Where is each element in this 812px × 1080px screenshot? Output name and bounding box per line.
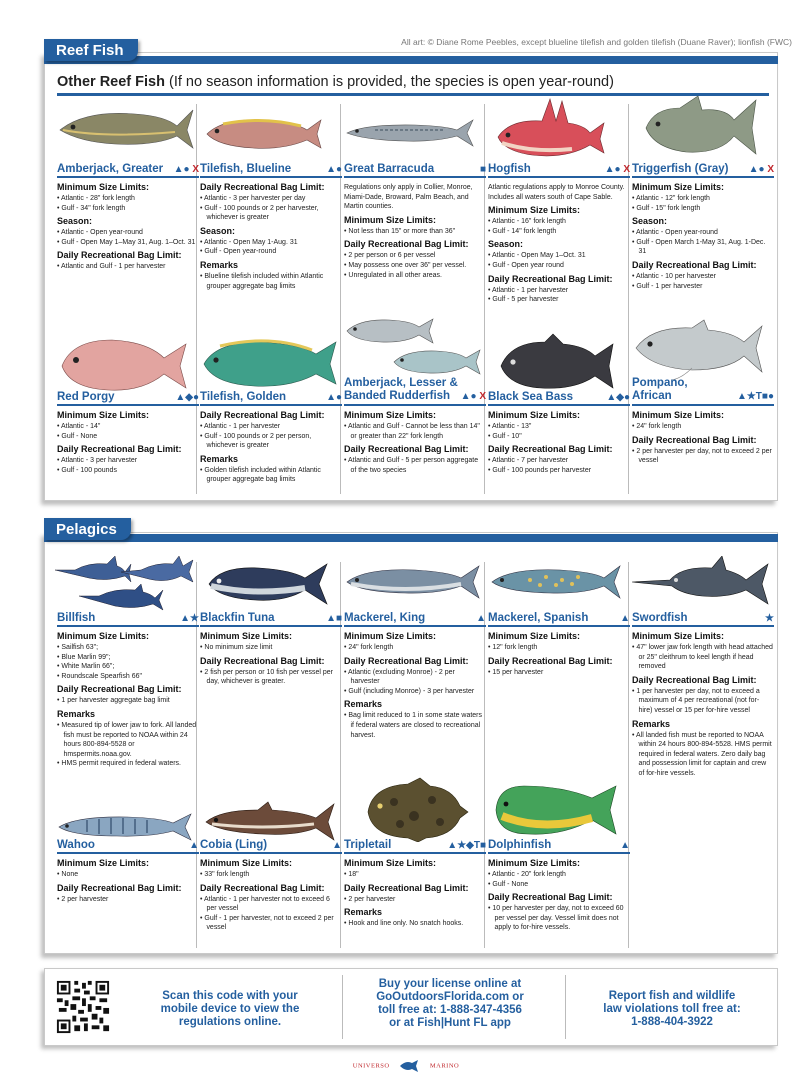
bag-limit-heading: Daily Recreational Bag Limit: <box>57 684 182 695</box>
banded-rudderfish-image <box>392 346 482 378</box>
bag-limit-heading: Daily Recreational Bag Limit: <box>57 250 182 261</box>
min-size-list <box>632 421 774 431</box>
bag-limit-heading: Daily Recreational Bag Limit: <box>344 239 469 250</box>
entry-body <box>344 631 486 739</box>
entry-title <box>344 838 486 854</box>
bag-limit-heading: Daily Recreational Bag Limit: <box>57 444 182 455</box>
regulation-symbols: ▲● <box>326 392 342 403</box>
list-item: • Not less than 15" or more than 36" <box>344 226 485 236</box>
list-item: • Atlantic - Open year-round <box>57 227 198 237</box>
regulation-symbols <box>174 164 199 175</box>
remarks-list <box>200 465 342 484</box>
min-size-list <box>57 193 199 212</box>
bag-limit-list <box>632 686 774 715</box>
min-size-list <box>344 421 486 440</box>
closed-x-symbol: X <box>479 391 486 402</box>
logo-left-text: UNIVERSO <box>352 1062 390 1070</box>
entry-body <box>57 182 199 271</box>
regulation-symbols: ▲★◆T■ <box>447 840 486 851</box>
list-item: • 47" lower jaw fork length with head attached or 25" cleithrum to keel length if head removed <box>632 642 773 671</box>
min-size-list <box>344 869 486 879</box>
list-item: • Blueline tilefish included within Atlantic grouper aggregate bag limits <box>200 271 341 290</box>
symbol-group: ▲● <box>604 164 621 175</box>
entry-title <box>57 390 199 406</box>
bag-limit-heading: Daily Recreational Bag Limit: <box>632 674 757 685</box>
bag-limit-heading: Daily Recreational Bag Limit: <box>344 655 469 666</box>
list-item: • Measured tip of lower jaw to fork. All landed fish must be reported to NOAA within 24 hours 800-894-5528 or hmspermits.noaa.gov. <box>57 720 198 758</box>
regulation-symbols: ▲◆● <box>175 392 199 403</box>
swordfish-image <box>632 556 772 612</box>
entry-title <box>57 162 199 178</box>
bag-limit-list <box>488 903 630 932</box>
species-name: Red Porgy <box>57 391 115 403</box>
entry-body <box>488 858 630 932</box>
entry-body <box>200 858 342 932</box>
bag-limit-heading: Daily Recreational Bag Limit: <box>632 259 757 270</box>
closed-x-symbol: X <box>767 164 774 175</box>
remarks-list <box>200 271 342 290</box>
min-size-list <box>57 642 199 680</box>
cobia-image <box>202 796 336 842</box>
entry-body <box>632 410 774 465</box>
list-item: • 2 per harvester <box>57 894 198 904</box>
entry-title <box>57 611 199 627</box>
list-item: • Atlantic - 13" <box>488 421 629 431</box>
min-size-heading: Minimum Size Limits: <box>344 214 437 225</box>
bag-limit-list <box>488 455 630 474</box>
list-item: • Gulf - Open May 1–May 31, Aug. 1–Oct. 31 <box>57 237 198 247</box>
list-item: • Gulf - 100 pounds or 2 per person, whichever is greater <box>200 431 341 450</box>
entry-body <box>488 410 630 474</box>
list-item: • 33" fork length <box>200 869 341 879</box>
dolphinfish-image <box>492 780 626 842</box>
list-item: • Atlantic - 1 per harvester <box>488 285 629 295</box>
report-line-2: law violations toll free at: <box>603 1003 741 1015</box>
list-item: • Atlantic - Open May 1–Oct. 31 <box>488 250 629 260</box>
entry-title <box>632 376 774 406</box>
entry-title <box>200 611 342 627</box>
list-item: • Atlantic - 12" fork length <box>632 193 773 203</box>
buy-license-text <box>350 978 550 1030</box>
entry-title <box>488 611 630 627</box>
bag-limit-heading: Daily Recreational Bag Limit: <box>632 434 757 445</box>
list-item: • Atlantic and Gulf - Cannot be less than 14" or greater than 22" fork length <box>344 421 485 440</box>
other-reef-fish-heading <box>57 74 769 96</box>
species-name: Blackfin Tuna <box>200 612 275 624</box>
list-item: • Atlantic - 16" fork length <box>488 216 629 226</box>
bag-limit-list <box>200 894 342 932</box>
list-item: • 12" fork length <box>488 642 629 652</box>
species-name: Mackerel, King <box>344 612 426 624</box>
remarks-heading: Remarks <box>632 718 671 729</box>
list-item: • Atlantic - 28" fork length <box>57 193 198 203</box>
king-mackerel-image <box>345 564 481 600</box>
bag-limit-heading: Daily Recreational Bag Limit: <box>488 892 613 903</box>
regulation-symbols <box>605 164 630 175</box>
note-text: Atlantic regulations apply to Monroe County. Includes all waters south of Cape Sable. <box>488 182 625 201</box>
regulation-symbols: ▲ <box>189 840 199 851</box>
regulation-symbols: ■ <box>479 164 486 175</box>
species-name: Mackerel, Spanish <box>488 612 589 624</box>
min-size-heading: Minimum Size Limits: <box>344 858 437 868</box>
list-item: • 18" <box>344 869 485 879</box>
list-item: • Golden tilefish included within Atlantic grouper aggregate bag limits <box>200 465 341 484</box>
list-item: • No minimum size limit <box>200 642 341 652</box>
remarks-heading: Remarks <box>200 453 239 464</box>
min-size-list <box>344 642 486 652</box>
footer-divider-1 <box>342 975 343 1039</box>
list-item: • Atlantic - 1 per harvester not to exceed 6 per vessel <box>200 894 341 913</box>
bag-limit-list <box>488 667 630 677</box>
min-size-list <box>632 642 774 671</box>
lesser-amberjack-image <box>345 315 435 347</box>
list-item: • Atlantic - Open year-round <box>632 227 773 237</box>
list-item: • Atlantic - 20" fork length <box>488 869 629 879</box>
min-size-heading: Minimum Size Limits: <box>488 858 581 868</box>
gray-triggerfish-image <box>640 94 760 159</box>
list-item: • Atlantic - Open May 1-Aug. 31 <box>200 237 341 247</box>
entry-title <box>344 162 486 178</box>
bag-limit-list <box>344 667 486 696</box>
list-item: • Sailfish 63"; <box>57 642 198 652</box>
bag-limit-list <box>344 894 486 904</box>
species-name-line-2: Banded Rudderfish <box>344 390 451 402</box>
entry-title <box>632 162 774 178</box>
species-name: Black Sea Bass <box>488 391 574 403</box>
min-size-heading: Minimum Size Limits: <box>488 410 581 420</box>
list-item: • Hook and line only. No snatch hooks. <box>344 918 485 928</box>
list-item: • Gulf - 15" fork length <box>632 203 773 213</box>
season-list <box>632 227 774 256</box>
red-porgy-image <box>58 332 190 392</box>
entry-title <box>200 162 342 178</box>
list-item: • HMS permit required in federal waters. <box>57 758 198 768</box>
regulation-symbols: ▲■ <box>326 613 342 624</box>
remarks-heading: Remarks <box>200 259 239 270</box>
list-item: • Atlantic and Gulf - 5 per person aggregate of the two species <box>344 455 485 474</box>
list-item: • Atlantic and Gulf - 1 per harvester <box>57 261 198 271</box>
list-item: • Gulf - None <box>57 431 198 441</box>
entry-title <box>488 162 630 178</box>
tripletail-image <box>360 776 470 842</box>
report-line-1: Report fish and wildlife <box>608 990 736 1002</box>
species-name: Billfish <box>57 612 96 624</box>
logo-right-text: MARINO <box>429 1062 460 1070</box>
list-item: • Gulf - None <box>488 879 629 889</box>
entry-body <box>200 182 342 290</box>
list-item: • Gulf - Open year round <box>488 260 629 270</box>
bag-limit-list <box>344 455 486 474</box>
bag-limit-heading: Daily Recreational Bag Limit: <box>200 655 325 666</box>
bag-limit-list <box>200 421 342 450</box>
regulation-symbols: ▲● <box>326 164 342 175</box>
min-size-heading: Minimum Size Limits: <box>344 410 437 420</box>
great-barracuda-image <box>345 118 475 148</box>
list-item: • 2 fish per person or 10 fish per vessel per day, whichever is greater. <box>200 667 341 686</box>
list-item: • None <box>57 869 198 879</box>
list-item: • Gulf - 5 per harvester <box>488 294 629 304</box>
bag-limit-list <box>57 695 199 705</box>
remarks-list <box>344 710 486 739</box>
heading-bold: Other Reef Fish <box>57 74 165 90</box>
list-item: • Gulf - 10" <box>488 431 629 441</box>
spanish-mackerel-image <box>490 564 622 600</box>
list-item: • All landed fish must be reported to NOAA within 24 hours 800-894-5528. HMS permit required in federal waters. Zero daily bag and possession limit for captain and crew of for-hire vessels. <box>632 730 773 778</box>
min-size-heading: Minimum Size Limits: <box>632 182 725 192</box>
regulation-symbols: ▲ <box>620 840 630 851</box>
list-item: • Gulf - Open year-round <box>200 246 341 256</box>
min-size-list <box>488 869 630 888</box>
list-item: • 1 per harvester per day, not to exceed a maximum of 4 per recreational (not for-hire) vessel or 15 per for-hire vessel <box>632 686 773 715</box>
entry-body <box>632 182 774 290</box>
bag-limit-list <box>200 667 342 686</box>
entry-body <box>57 858 199 903</box>
list-item: • Gulf - Open March 1-May 31, Aug. 1-Dec. 31 <box>632 237 773 256</box>
species-name: Tripletail <box>344 839 392 851</box>
bag-limit-list <box>632 446 774 465</box>
greater-amberjack-image <box>55 100 195 155</box>
entry-body <box>488 631 630 676</box>
entry-title <box>488 390 630 406</box>
entry-title <box>632 611 774 627</box>
regulation-symbols: ★ <box>765 613 774 624</box>
species-name: Cobia (Ling) <box>200 839 268 851</box>
list-item: • 10 per harvester per day, not to exceed 60 per vessel per day. Vessel limit does not apply to for-hire vessels. <box>488 903 629 932</box>
remarks-list <box>632 730 774 778</box>
list-item: • Atlantic - 10 per harvester <box>632 271 773 281</box>
species-name: Swordfish <box>632 612 688 624</box>
min-size-heading: Minimum Size Limits: <box>632 410 725 420</box>
bag-limit-list <box>344 250 486 279</box>
bag-limit-list <box>488 285 630 304</box>
list-item: • Atlantic - 1 per harvester <box>200 421 341 431</box>
list-item: • 2 per person or 6 per vessel <box>344 250 485 260</box>
list-item: • 1 per harvester aggregate bag limit <box>57 695 198 705</box>
entry-title <box>344 611 486 627</box>
golden-tilefish-image <box>200 334 338 390</box>
buy-line-1: Buy your license online at <box>378 978 522 990</box>
species-name-line-1: Amberjack, Lesser & <box>344 377 458 389</box>
fish-logo-icon <box>398 1060 422 1072</box>
reef-fish-rule <box>44 56 778 64</box>
pelagics-rule <box>44 534 778 542</box>
season-heading: Season: <box>632 216 668 227</box>
entry-body <box>57 631 199 768</box>
bag-limit-list <box>57 894 199 904</box>
closed-x-symbol: X <box>623 164 630 175</box>
hogfish-image <box>492 95 607 165</box>
min-size-list <box>488 421 630 440</box>
list-item: • 24" fork length <box>344 642 485 652</box>
min-size-heading: Minimum Size Limits: <box>200 858 293 868</box>
min-size-heading: Minimum Size Limits: <box>200 631 293 641</box>
min-size-list <box>57 421 199 440</box>
list-item: • White Marlin 66"; <box>57 661 198 671</box>
species-name <box>632 377 688 403</box>
list-item: • 15 per harvester <box>488 667 629 677</box>
list-item: • Atlantic - 14" <box>57 421 198 431</box>
list-item: • Gulf - 1 per harvester, not to exceed 2 per vessel <box>200 913 341 932</box>
remarks-heading: Remarks <box>57 708 96 719</box>
min-size-list <box>200 869 342 879</box>
regulation-symbols: ▲◆● <box>606 392 630 403</box>
bag-limit-list <box>200 193 342 222</box>
bag-limit-heading: Daily Recreational Bag Limit: <box>57 882 182 893</box>
list-item: • Gulf - 14" fork length <box>488 226 629 236</box>
african-pompano-image <box>632 318 764 380</box>
entry-body <box>632 631 774 778</box>
list-item: • Blue Marlin 99"; <box>57 652 198 662</box>
list-item: • 2 per harvester per day, not to exceed 2 per vessel <box>632 446 773 465</box>
min-size-list <box>488 642 630 652</box>
season-heading: Season: <box>488 239 524 250</box>
min-size-heading: Minimum Size Limits: <box>488 631 581 641</box>
list-item: • Atlantic - 3 per harvester <box>57 455 198 465</box>
entry-body <box>344 182 486 279</box>
buy-line-2[interactable]: GoOutdoorsFlorida.com or <box>376 991 524 1003</box>
list-item: • Gulf - 1 per harvester <box>632 281 773 291</box>
min-size-list <box>488 216 630 235</box>
regulation-symbols: ▲ <box>620 613 630 624</box>
bag-limit-heading: Daily Recreational Bag Limit: <box>344 882 469 893</box>
min-size-heading: Minimum Size Limits: <box>57 182 150 192</box>
buy-line-4: or at Fish|Hunt FL app <box>389 1017 511 1029</box>
regulation-symbols: ▲★T■● <box>736 391 774 402</box>
entry-title <box>200 390 342 406</box>
entry-title <box>488 838 630 854</box>
bag-limit-heading: Daily Recreational Bag Limit: <box>488 444 613 455</box>
list-item: • Gulf - 100 pounds per harvester <box>488 465 629 475</box>
entry-title <box>57 838 199 854</box>
buy-line-3: toll free at: 1-888-347-4356 <box>378 1004 522 1016</box>
blueline-tilefish-image <box>203 110 323 155</box>
regulation-symbols: ▲★ <box>180 613 199 624</box>
footer-divider-2 <box>565 975 566 1039</box>
remarks-list <box>57 720 199 768</box>
billfish-image <box>55 556 195 614</box>
season-list <box>488 250 630 269</box>
min-size-heading: Minimum Size Limits: <box>57 858 150 868</box>
bag-limit-list <box>57 261 199 271</box>
entry-body <box>488 182 630 304</box>
list-item: • May possess one over 36" per vessel. <box>344 260 485 270</box>
list-item: • Atlantic - 3 per harvester per day <box>200 193 341 203</box>
report-phone: 1-888-404-3922 <box>631 1016 713 1028</box>
remarks-heading: Remarks <box>344 699 383 710</box>
entry-body <box>344 858 486 928</box>
species-name: Tilefish, Golden <box>200 391 287 403</box>
reef-fish-tab: Reef Fish <box>44 39 138 61</box>
closed-x-symbol: X <box>192 164 199 175</box>
min-size-heading: Minimum Size Limits: <box>344 631 437 641</box>
min-size-heading: Minimum Size Limits: <box>57 410 150 420</box>
species-name: Great Barracuda <box>344 163 435 175</box>
list-item: • Roundscale Spearfish 66" <box>57 671 198 681</box>
list-item: • Atlantic - 7 per harvester <box>488 455 629 465</box>
bag-limit-heading: Daily Recreational Bag Limit: <box>488 655 613 666</box>
min-size-list <box>200 642 342 652</box>
publisher-logo <box>0 1060 812 1072</box>
symbol-group: ▲● <box>173 164 190 175</box>
entry-body <box>200 410 342 484</box>
report-violations-text <box>582 990 762 1029</box>
qr-code[interactable] <box>55 979 111 1035</box>
min-size-heading: Minimum Size Limits: <box>488 205 581 216</box>
symbol-group: ▲● <box>460 391 477 402</box>
bag-limit-heading: Daily Recreational Bag Limit: <box>200 882 325 893</box>
regulation-symbols: ▲ <box>476 613 486 624</box>
bag-limit-list <box>632 271 774 290</box>
entry-body <box>200 631 342 686</box>
bag-limit-list <box>57 455 199 474</box>
list-item: • Gulf - 100 pounds or 2 per harvester, whichever is greater <box>200 203 341 222</box>
regulation-symbols: ▲ <box>332 840 342 851</box>
list-item: • Gulf - 100 pounds <box>57 465 198 475</box>
season-heading: Season: <box>57 216 93 227</box>
min-size-heading: Minimum Size Limits: <box>632 631 725 641</box>
entry-body <box>344 410 486 474</box>
bag-limit-heading: Daily Recreational Bag Limit: <box>344 444 469 455</box>
note-text: Regulations only apply in Collier, Monroe, Miami-Dade, Broward, Palm Beach, and Martin counties. <box>344 182 473 211</box>
bag-limit-heading: Daily Recreational Bag Limit: <box>488 273 613 284</box>
entry-body <box>57 410 199 474</box>
black-sea-bass-image <box>497 332 615 392</box>
species-name: Wahoo <box>57 839 95 851</box>
season-list <box>57 227 199 246</box>
list-item: • 2 per harvester <box>344 894 485 904</box>
scan-instructions: Scan this code with your mobile device to view the regulations online. <box>160 990 300 1028</box>
species-name: Hogfish <box>488 163 531 175</box>
species-name: Amberjack, Greater <box>57 163 164 175</box>
list-item: • Atlantic (excluding Monroe) - 2 per harvester <box>344 667 485 686</box>
species-name <box>344 377 458 403</box>
species-name: Tilefish, Blueline <box>200 163 292 175</box>
list-item: • Gulf - 34" fork length <box>57 203 198 213</box>
symbol-group: ▲● <box>748 164 765 175</box>
list-item: • Gulf (including Monroe) - 3 per harvester <box>344 686 485 696</box>
blackfin-tuna-image <box>205 562 329 606</box>
bag-limit-heading: Daily Recreational Bag Limit: <box>200 182 325 192</box>
remarks-heading: Remarks <box>344 907 383 918</box>
species-name-line-1: Pompano, <box>632 377 688 389</box>
season-list <box>200 237 342 256</box>
list-item: • 24" fork length <box>632 421 773 431</box>
min-size-list <box>57 869 199 879</box>
list-item: • Unregulated in all other areas. <box>344 270 485 280</box>
art-credit: All art: © Diane Rome Peebles, except blueline tilefish and golden tilefish (Duane Raver); lionfish (FWC) <box>401 37 792 47</box>
remarks-list <box>344 918 486 928</box>
entry-title <box>200 838 342 854</box>
regulation-symbols <box>461 390 486 403</box>
season-heading: Season: <box>200 225 236 236</box>
entry-title <box>344 376 486 406</box>
min-size-list <box>632 193 774 212</box>
min-size-heading: Minimum Size Limits: <box>57 631 150 641</box>
list-item: • Bag limit reduced to 1 in some state waters if federal waters are closed to recreational harvest. <box>344 710 485 739</box>
species-name: Triggerfish (Gray) <box>632 163 729 175</box>
min-size-list <box>344 226 486 236</box>
regulation-symbols <box>749 164 774 175</box>
pelagics-tab: Pelagics <box>44 518 131 540</box>
species-name-line-2: African <box>632 390 672 402</box>
species-name: Dolphinfish <box>488 839 552 851</box>
heading-rest: (If no season information is provided, the species is open year-round) <box>164 74 614 90</box>
bag-limit-heading: Daily Recreational Bag Limit: <box>200 410 325 420</box>
